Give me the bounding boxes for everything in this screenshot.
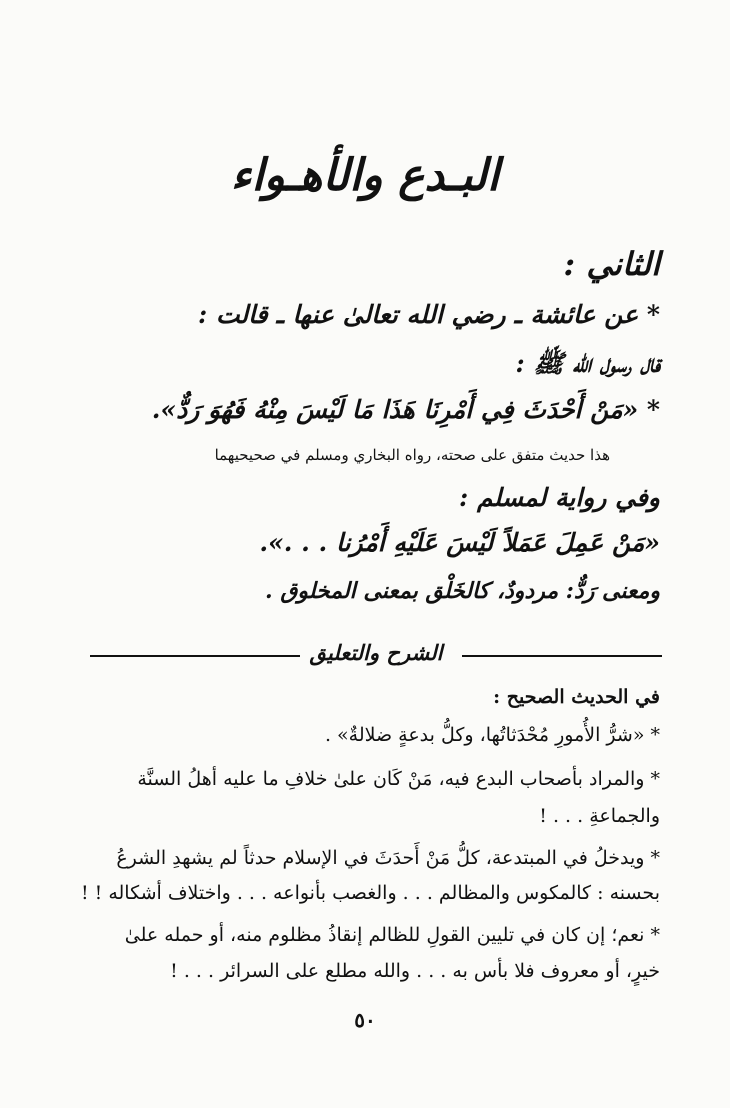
authentication-note: هذا حديث متفق على صحته، رواه البخاري ومسلم في صحيحيهما xyxy=(214,446,610,464)
divider-label: الشرح والتعليق xyxy=(309,640,443,665)
word-meaning: ومعنى رَدٌّ: مردودٌ، كالخَلْق بمعنى المخلوق . xyxy=(265,578,660,604)
commentary-intro: في الحديث الصحيح : xyxy=(493,686,660,708)
commentary-quote: * «شرُّ الأُمورِ مُحْدَثاتُها، وكلُّ بدعةٍ ضلالةٌ» . xyxy=(324,724,660,746)
muslim-variant-intro: وفي رواية لمسلم : xyxy=(459,483,660,512)
hadith-text: * «مَنْ أَحْدَثَ فِي أَمْرِنَا هَذَا مَا لَيْسَ مِنْهُ فَهُوَ رَدٌّ». xyxy=(151,395,660,424)
commentary-paragraph-line: والجماعةِ . . . ! xyxy=(539,805,660,827)
commentary-paragraph-line: * نعم؛ إن كان في تليين القولِ للظالم إنقاذُ مظلوم منه، أو حمله علىٰ xyxy=(124,924,660,946)
prophet-line: قال رسول الله ﷺ : xyxy=(515,349,660,378)
page-number: ٥٠ xyxy=(354,1008,376,1032)
commentary-paragraph-line: خيرٍ، أو معروف فلا بأس به . . . والله مطلع على السرائر . . . ! xyxy=(170,960,660,982)
commentary-paragraph-line: * والمراد بأصحاب البدع فيه، مَنْ كَان علىٰ خلافِ ما عليه أهلُ السنَّة xyxy=(137,768,660,790)
commentary-paragraph-line: * ويدخلُ في المبتدعة، كلُّ مَنْ أَحدَثَ في الإسلام حدثاً لم يشهدِ الشرعُ xyxy=(116,847,660,869)
hadith-variant-text: «مَنْ عَمِلَ عَمَلاً لَيْسَ عَلَيْهِ أَمْرُنا . . .». xyxy=(259,528,660,557)
narrator-line: * عن عائشة ـ رضي الله تعالىٰ عنها ـ قالت : xyxy=(198,300,660,329)
chapter-title: البـدع والأهـواء xyxy=(230,150,500,201)
divider-rule-left xyxy=(90,655,300,657)
section-heading: الثاني : xyxy=(563,245,660,283)
commentary-paragraph-line: بحسنه : كالمكوس والمظالم . . . والغصب بأنواعه . . . واختلاف أشكاله ! ! xyxy=(80,882,660,904)
commentary-divider xyxy=(90,640,662,670)
